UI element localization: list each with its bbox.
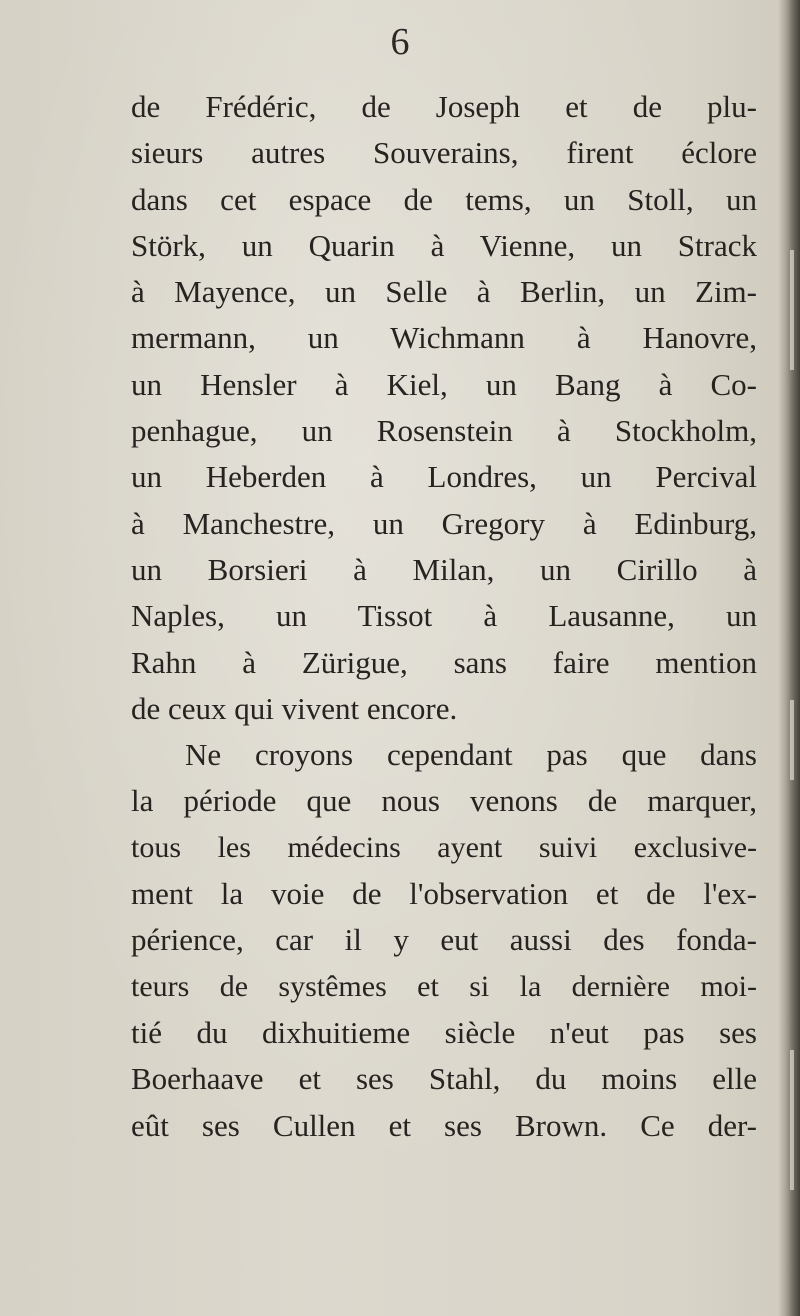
text-line: Naples, un Tissot à Lausanne, un <box>131 598 757 634</box>
text-line: un Hensler à Kiel, un Bang à Co- <box>131 366 757 402</box>
text-line: de Frédéric, de Joseph et de plu- <box>131 89 757 124</box>
text-line: à Manchestre, un Gregory à Edinburg, <box>131 505 757 541</box>
text-line: la période que nous venons de marquer, <box>131 783 757 819</box>
body-text <box>131 84 757 1149</box>
text-line: Rahn à Zürigue, sans faire mention <box>131 644 757 680</box>
text-line: périence, car il y eut aussi des fonda- <box>131 922 757 958</box>
text-line: un Borsieri à Milan, un Cirillo à <box>131 551 757 587</box>
text-line: sieurs autres Souverains, firent éclore <box>131 135 757 171</box>
text-line: de ceux qui vivent encore. <box>131 690 458 726</box>
text-line: à Mayence, un Selle à Berlin, un Zim- <box>131 274 757 310</box>
text-line: tié du dixhuitieme siècle n'eut pas ses <box>131 1014 757 1050</box>
page-edge-shadow <box>778 0 800 1316</box>
text-line: penhague, un Rosenstein à Stockholm, <box>131 413 757 449</box>
page-number: 6 <box>390 21 410 63</box>
text-line: Boerhaave et ses Stahl, du moins elle <box>131 1061 757 1097</box>
text-line: Störk, un Quarin à Vienne, un Strack <box>131 227 757 263</box>
text-line: Ne croyons cependant pas que dans <box>185 737 757 773</box>
text-line: un Heberden à Londres, un Percival <box>131 459 757 495</box>
text-line: tous les médecins ayent suivi exclusive- <box>131 830 757 864</box>
text-line: teurs de systêmes et si la dernière moi- <box>131 969 757 1003</box>
edge-streak <box>790 1050 794 1190</box>
text-line: eût ses Cullen et ses Brown. Ce der- <box>131 1107 757 1143</box>
text-line: mermann, un Wichmann à Hanovre, <box>131 320 757 356</box>
text-line: dans cet espace de tems, un Stoll, un <box>131 181 757 217</box>
edge-streak <box>790 700 794 780</box>
text-line: ment la voie de l'observation et de l'ex- <box>131 876 757 912</box>
edge-streak <box>790 250 794 370</box>
